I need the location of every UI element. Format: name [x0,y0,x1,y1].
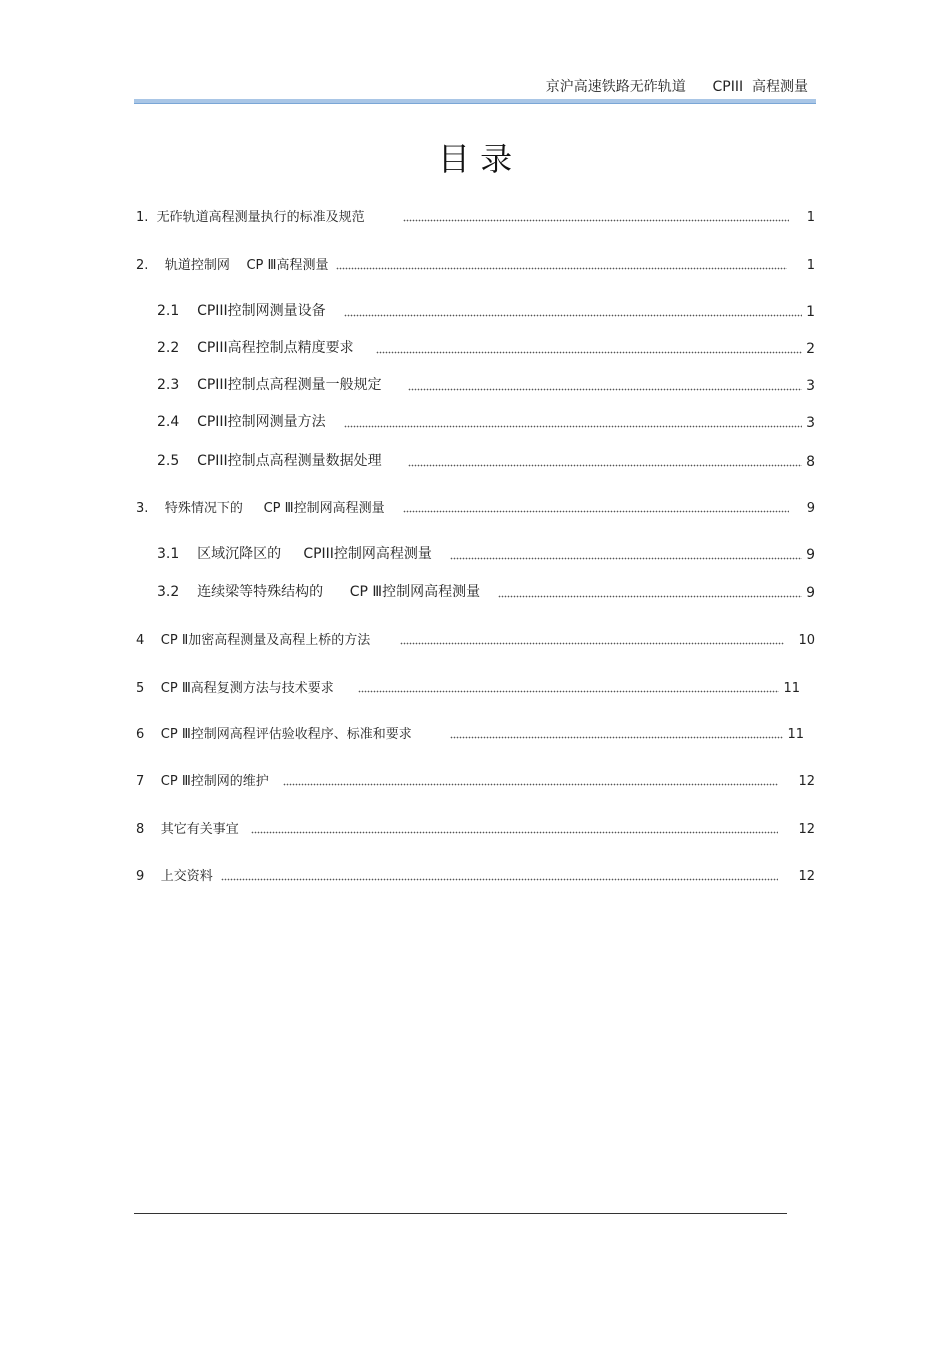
leader-dots [344,303,802,317]
leader-dots [408,377,802,391]
toc-entry-label: 2. 轨道控制网 CP Ⅲ高程测量 [136,258,329,273]
toc-entry[interactable] [157,374,815,394]
toc-entry[interactable] [136,864,815,884]
leader-dots [336,256,786,270]
toc-entry[interactable] [136,722,804,742]
toc-entry[interactable] [157,543,815,563]
leader-dots [450,546,802,560]
toc-entry-page: 2 [806,341,815,357]
toc-entry-label: 9 上交资料 [136,869,213,884]
toc-entry-label: 1. 无砟轨道高程测量执行的标准及规范 [136,210,365,225]
toc-entry[interactable] [157,337,815,357]
toc-entry[interactable] [136,205,815,225]
leader-dots [358,679,780,693]
toc-entry-page: 9 [806,547,815,563]
toc-entry-label: 5 CP Ⅲ高程复测方法与技术要求 [136,681,334,696]
toc-entry-label: 2.1 CPIII控制网测量设备 [157,303,326,319]
toc-entry-page: 3 [806,378,815,394]
toc-entry[interactable] [136,769,815,789]
leader-dots [376,340,802,354]
toc-entry-page: 10 [798,633,815,648]
toc-entry-label: 2.5 CPIII控制点高程测量数据处理 [157,453,382,469]
running-header: 京沪高速铁路无砟轨道 CPIII 高程测量 [545,79,808,95]
leader-dots [403,499,789,513]
page-title: 目 录 [437,140,513,178]
leader-dots [400,631,784,645]
leader-dots [344,414,802,428]
toc-entry-label: 2.3 CPIII控制点高程测量一般规定 [157,377,382,393]
toc-entry-label: 4 CP Ⅱ加密高程测量及高程上桥的方法 [136,633,371,648]
leader-dots [283,772,779,786]
leader-dots [251,820,779,834]
toc-entry-label: 6 CP Ⅲ控制网高程评估验收程序、标准和要求 [136,727,412,742]
toc-entry-page: 1 [806,210,815,225]
toc-entry[interactable] [157,411,815,431]
toc-entry-label: 3.2 连续梁等特殊结构的 CP Ⅲ控制网高程测量 [157,584,481,600]
toc-entry[interactable] [157,300,815,320]
toc-entry-label: 7 CP Ⅲ控制网的维护 [136,774,269,789]
toc-entry-page: 12 [798,774,815,789]
header-divider [134,99,816,104]
toc-entry-page: 11 [787,727,804,742]
toc-entry[interactable] [157,581,815,601]
toc-entry-page: 8 [806,454,815,470]
leader-dots [403,208,789,222]
toc-entry-page: 11 [783,681,800,696]
toc-entry[interactable] [136,496,815,516]
toc-entry-page: 9 [806,585,815,601]
footer-divider [134,1213,787,1214]
toc-entry[interactable] [136,676,800,696]
toc-entry[interactable] [136,817,815,837]
toc-entry[interactable] [136,628,815,648]
leader-dots [450,725,784,739]
toc-entry-label: 3. 特殊情况下的 CP Ⅲ控制网高程测量 [136,501,385,516]
toc-entry-label: 3.1 区域沉降区的 CPIII控制网高程测量 [157,546,432,562]
toc-entry-page: 12 [798,869,815,884]
toc-entry-page: 3 [806,415,815,431]
toc-entry-label: 2.2 CPIII高程控制点精度要求 [157,340,354,356]
toc-entry[interactable] [136,253,815,273]
toc-entry-page: 12 [798,822,815,837]
toc-entry-label: 2.4 CPIII控制网测量方法 [157,414,326,430]
toc-entry[interactable] [157,450,815,470]
leader-dots [408,453,802,467]
toc-entry-page: 1 [806,304,815,320]
toc-entry-page: 9 [806,501,815,516]
leader-dots [498,584,802,598]
toc-entry-label: 8 其它有关事宜 [136,822,239,837]
toc-entry-page: 1 [806,258,815,273]
leader-dots [221,867,779,881]
